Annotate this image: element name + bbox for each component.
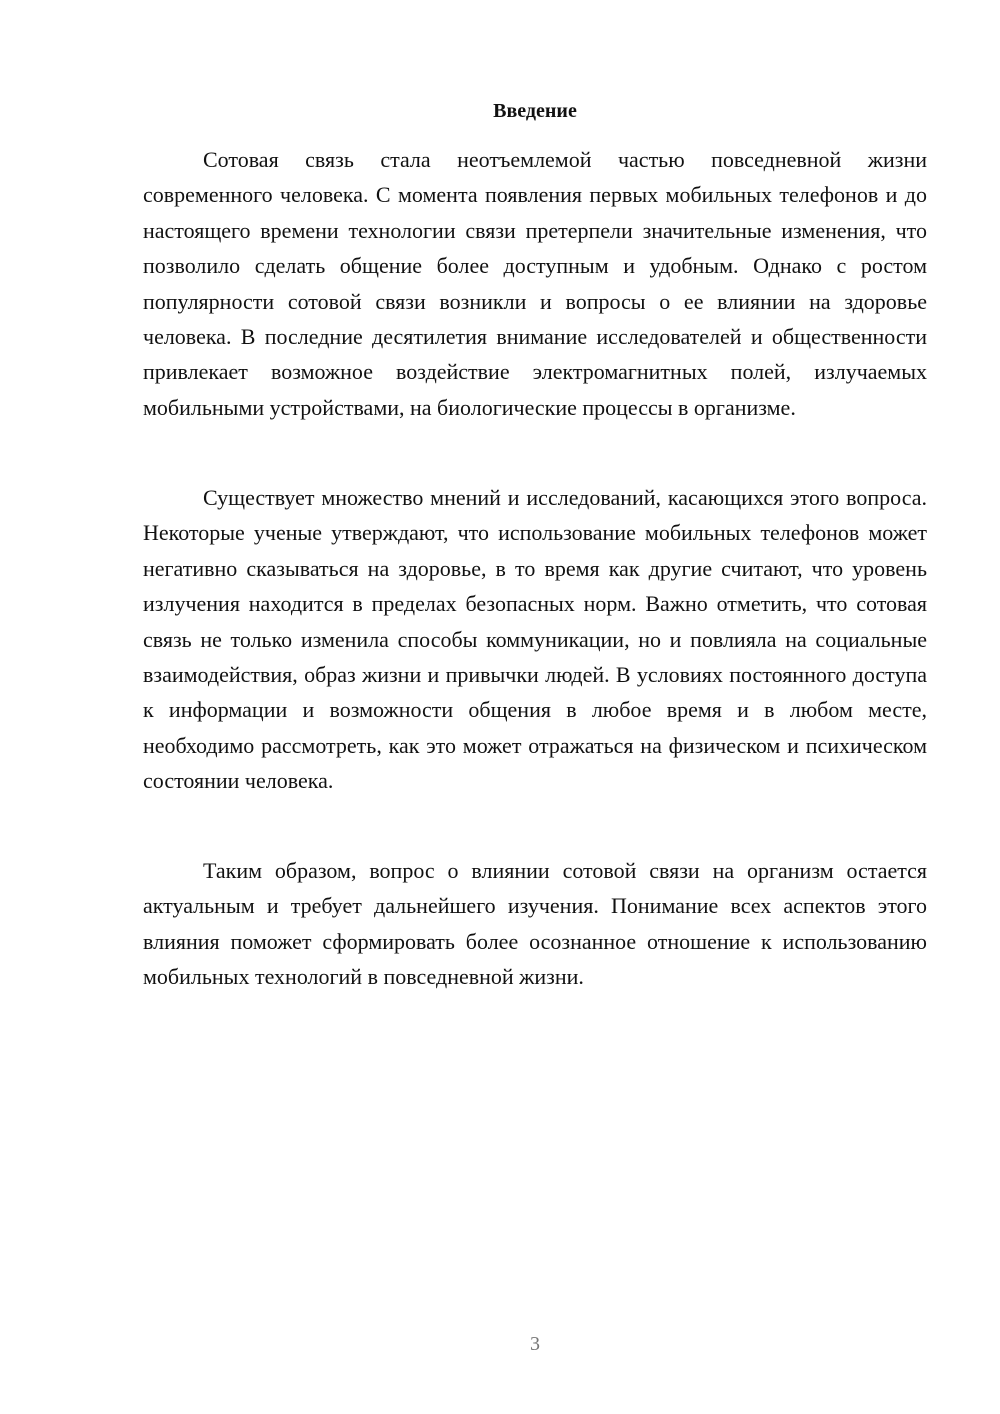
page-number: 3: [530, 1333, 540, 1355]
paragraph-3: Таким образом, вопрос о влиянии сотовой связи на организм остается актуальным и требует дальнейшего изучения. Понимание всех аспектов этого влияния поможет сформировать более осознанное отношение к использованию мобильных технологий в повседневной жизни.: [143, 858, 927, 990]
paragraph-2: Существует множество мнений и исследований, касающихся этого вопроса. Некоторые ученые утверждают, что использование мобильных телефонов может негативно сказываться на здоровье, в то время как другие считают, что уровень излучения находится в пределах безопасных норм. Важно отметить, что сотовая связь не только изменила способы коммуникации, но и повлияла на социальные взаимодействия, образ жизни и привычки людей. В условиях постоянного доступа к информации и возможности общения в любое время и в любом месте, необходимо рассмотреть, как это может отражаться на физическом и психическом состоянии человека.: [143, 485, 927, 794]
section-heading: Введение: [493, 100, 577, 122]
paragraph-1: Сотовая связь стала неотъемлемой частью повседневной жизни современного человека. С момента появления первых мобильных телефонов и до настоящего времени технологии связи претерпели значительные изменения, что позволило сделать общение более доступным и удобным. Однако с ростом популярности сотовой связи возникли и вопросы о ее влиянии на здоровье человека. В последние десятилетия внимание исследователей и общественности привлекает возможное воздействие электромагнитных полей, излучаемых мобильными устройствами, на биологические процессы в организме.: [143, 147, 927, 420]
